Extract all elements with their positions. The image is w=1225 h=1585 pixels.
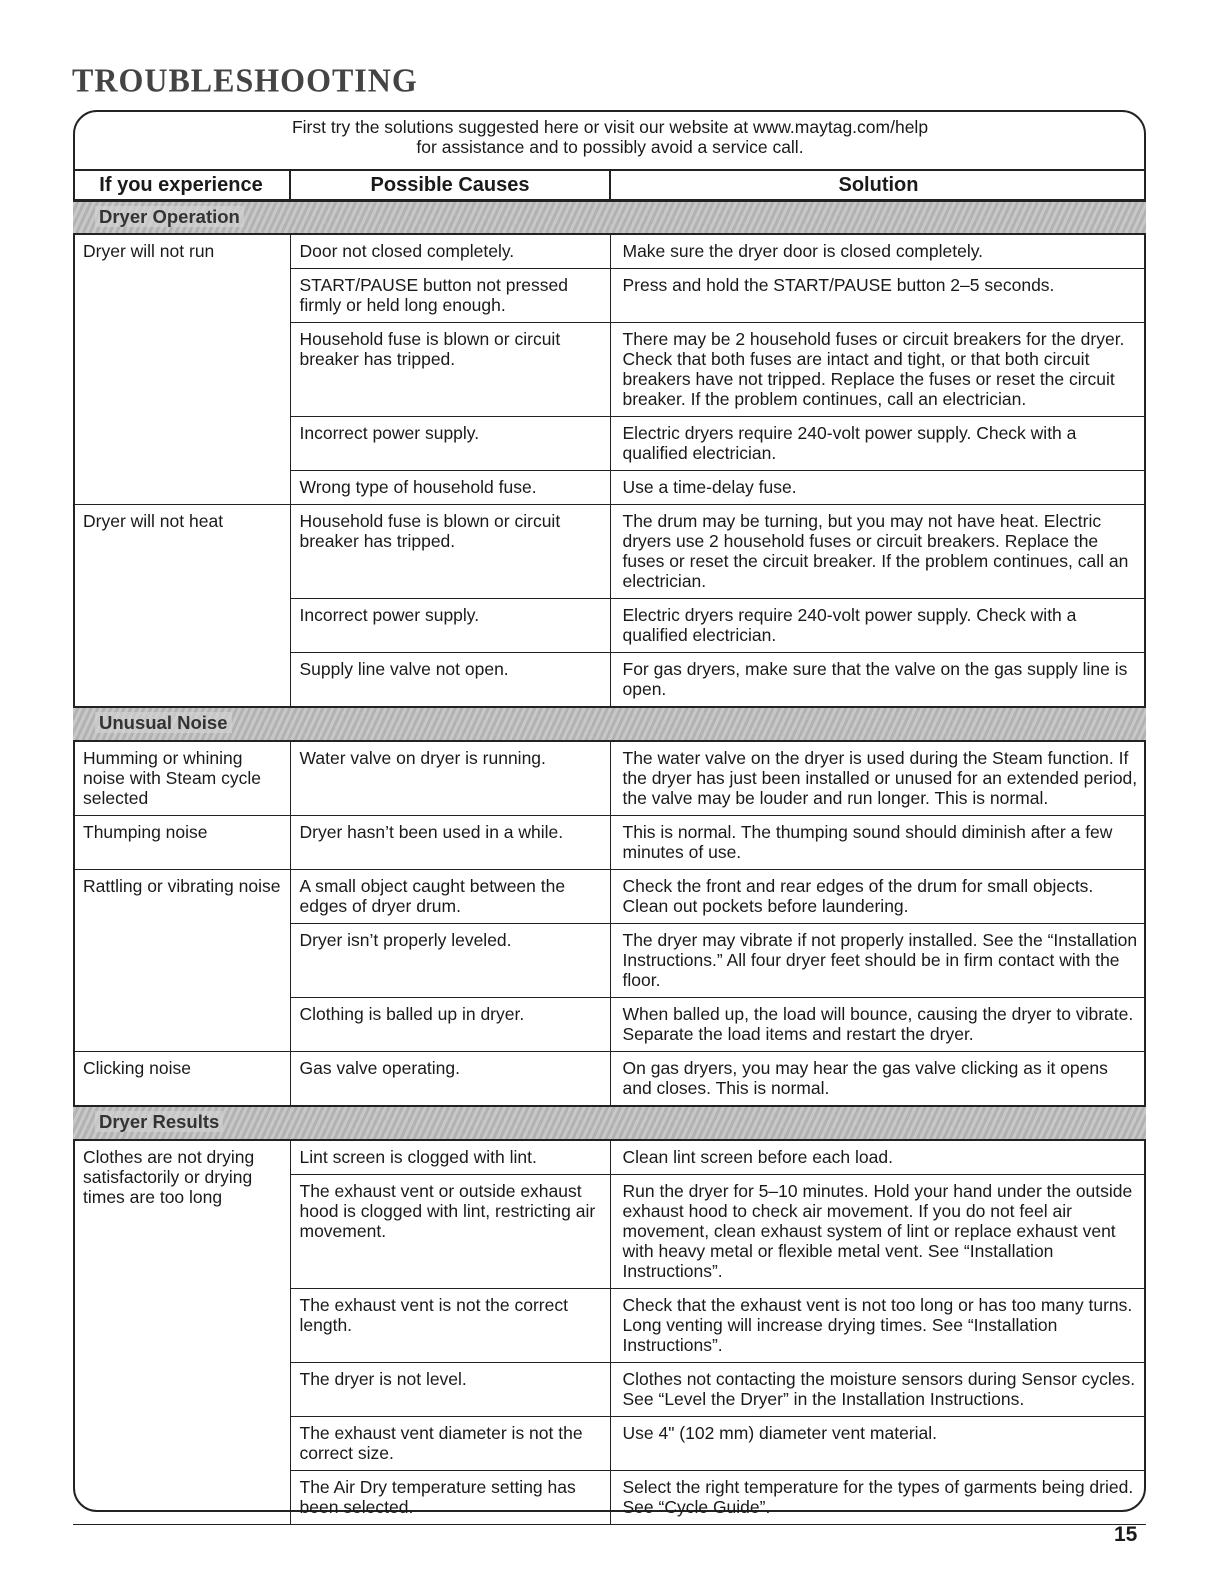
section-header-row (73, 1106, 1146, 1140)
cause-cell: A small object caught between the edges of dryer drum. (290, 870, 610, 924)
cause-cell: The Air Dry temperature setting has been selected. (290, 1471, 610, 1525)
section-title: Dryer Results (95, 1111, 223, 1132)
header-solution: Solution (610, 170, 1146, 200)
solution-cell: For gas dryers, make sure that the valve on the gas supply line is open. (610, 653, 1146, 708)
cause-cell: Incorrect power supply. (290, 599, 610, 653)
solution-cell: Run the dryer for 5–10 minutes. Hold your hand under the outside exhaust hood to check air movement. If you do not feel air movement, clean exhaust system of lint or replace exhaust vent with heavy metal or flexible metal vent. See “Installation Instructions”. (610, 1175, 1146, 1289)
solution-cell: Clean lint screen before each load. (610, 1140, 1146, 1175)
cause-cell: Wrong type of household fuse. (290, 471, 610, 505)
symptom-cell: Rattling or vibrating noise (73, 870, 290, 1052)
solution-cell: Clothes not contacting the moisture sensors during Sensor cycles. See “Level the Dryer” in the Installation Instructions. (610, 1363, 1146, 1417)
troubleshooting-table (73, 169, 1146, 1525)
cause-cell: The exhaust vent diameter is not the correct size. (290, 1417, 610, 1471)
solution-cell: Electric dryers require 240-volt power supply. Check with a qualified electrician. (610, 417, 1146, 471)
section-header-cell (73, 707, 1146, 741)
solution-cell: Select the right temperature for the types of garments being dried. See “Cycle Guide”. (610, 1471, 1146, 1525)
cause-cell: START/PAUSE button not pressed firmly or held long enough. (290, 269, 610, 323)
symptom-cell: Clicking noise (73, 1052, 290, 1107)
section-header-row (73, 200, 1146, 234)
section-title: Dryer Operation (95, 206, 244, 227)
page-number: 15 (1114, 1523, 1138, 1546)
solution-cell: Check that the exhaust vent is not too long or has too many turns. Long venting will increase drying times. See “Installation Instructions”. (610, 1289, 1146, 1363)
solution-cell: Press and hold the START/PAUSE button 2–5 seconds. (610, 269, 1146, 323)
header-if-you-experience: If you experience (73, 170, 290, 200)
symptom-cell: Dryer will not heat (73, 505, 290, 708)
solution-cell: Use 4" (102 mm) diameter vent material. (610, 1417, 1146, 1471)
cause-cell: The exhaust vent is not the correct length. (290, 1289, 610, 1363)
solution-cell: Check the front and rear edges of the drum for small objects. Clean out pockets before laundering. (610, 870, 1146, 924)
cause-cell: Gas valve operating. (290, 1052, 610, 1107)
section-header-row (73, 707, 1146, 741)
cause-cell: Lint screen is clogged with lint. (290, 1140, 610, 1175)
header-possible-causes: Possible Causes (290, 170, 610, 200)
cause-cell: Water valve on dryer is running. (290, 741, 610, 816)
cause-cell: Incorrect power supply. (290, 417, 610, 471)
table-row (73, 505, 1146, 599)
intro-line-2: for assistance and to possibly avoid a service call. (416, 137, 804, 157)
solution-cell: The drum may be turning, but you may not have heat. Electric dryers use 2 household fuses or circuit breakers. Replace the fuses or reset the circuit breaker. If the problem continues, call an electrician. (610, 505, 1146, 599)
cause-cell: Household fuse is blown or circuit breaker has tripped. (290, 323, 610, 417)
symptom-cell: Humming or whining noise with Steam cycle selected (73, 741, 290, 816)
solution-cell: The dryer may vibrate if not properly installed. See the “Installation Instructions.” All four dryer feet should be in firm contact with the floor. (610, 924, 1146, 998)
section-title: Unusual Noise (95, 712, 232, 733)
solution-cell: There may be 2 household fuses or circuit breakers for the dryer. Check that both fuses are intact and tight, or that both circuit breakers have not tripped. Replace the fuses or reset the circuit breaker. If the problem continues, call an electrician. (610, 323, 1146, 417)
cause-cell: Dryer hasn’t been used in a while. (290, 816, 610, 870)
cause-cell: Supply line valve not open. (290, 653, 610, 708)
table-row (73, 234, 1146, 269)
cause-cell: The dryer is not level. (290, 1363, 610, 1417)
solution-cell: This is normal. The thumping sound should diminish after a few minutes of use. (610, 816, 1146, 870)
cause-cell: Household fuse is blown or circuit breaker has tripped. (290, 505, 610, 599)
intro-text (74, 117, 1146, 157)
table-row (73, 816, 1146, 870)
solution-cell: The water valve on the dryer is used during the Steam function. If the dryer has just been installed or unused for an extended period, the valve may be louder and run longer. This is normal. (610, 741, 1146, 816)
solution-cell: Electric dryers require 240-volt power supply. Check with a qualified electrician. (610, 599, 1146, 653)
solution-cell: On gas dryers, you may hear the gas valve clicking as it opens and closes. This is normal. (610, 1052, 1146, 1107)
cause-cell: Clothing is balled up in dryer. (290, 998, 610, 1052)
solution-cell: Use a time-delay fuse. (610, 471, 1146, 505)
table-body (73, 200, 1146, 1525)
solution-cell: Make sure the dryer door is closed completely. (610, 234, 1146, 269)
table-row (73, 741, 1146, 816)
solution-cell: When balled up, the load will bounce, causing the dryer to vibrate. Separate the load items and restart the dryer. (610, 998, 1146, 1052)
section-header-cell (73, 1106, 1146, 1140)
table-header-row (73, 170, 1146, 200)
cause-cell: Door not closed completely. (290, 234, 610, 269)
cause-cell: Dryer isn’t properly leveled. (290, 924, 610, 998)
symptom-cell: Dryer will not run (73, 234, 290, 505)
page-title: TROUBLESHOOTING (72, 61, 418, 99)
table-row (73, 1140, 1146, 1175)
symptom-cell: Thumping noise (73, 816, 290, 870)
table-row (73, 870, 1146, 924)
section-header-cell (73, 200, 1146, 234)
intro-line-1: First try the solutions suggested here or visit our website at www.maytag.com/help (291, 117, 929, 137)
symptom-cell: Clothes are not drying satisfactorily or drying times are too long (73, 1140, 290, 1525)
table-row (73, 1052, 1146, 1107)
cause-cell: The exhaust vent or outside exhaust hood is clogged with lint, restricting air movement. (290, 1175, 610, 1289)
